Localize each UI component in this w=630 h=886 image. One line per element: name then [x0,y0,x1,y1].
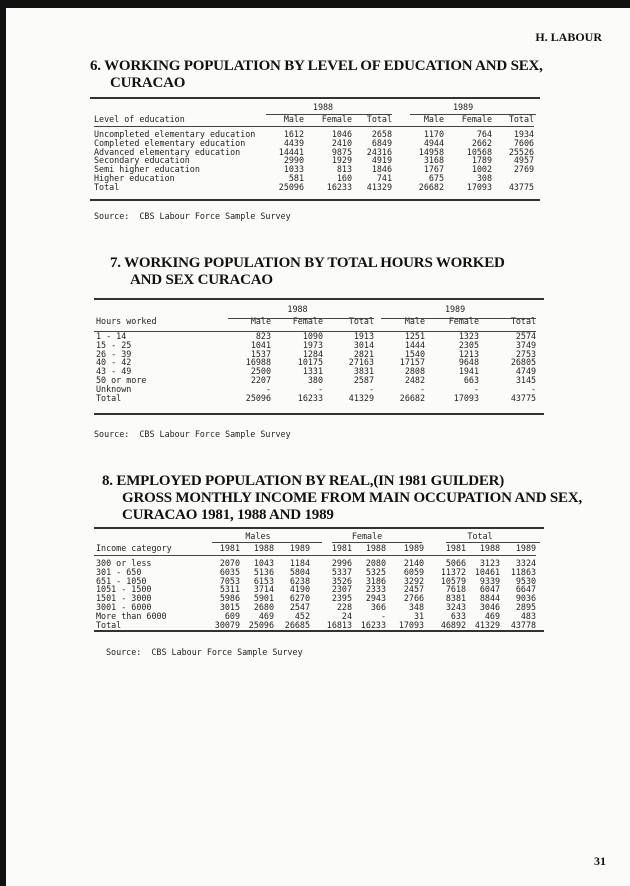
value-cell: 741 [376,172,393,183]
row-label: 300 or less [96,558,152,568]
value-cell: 380 [307,374,323,385]
value-cell: 6153 [253,575,274,586]
value-cell: 3324 [515,558,537,568]
column-header: 1981 [219,543,240,553]
table-rule [94,630,544,632]
top-rule [94,527,544,529]
value-cell: 1033 [283,164,304,175]
value-cell: - [530,383,537,394]
value-cell: 2662 [471,137,493,148]
row-label: Total [96,392,122,403]
value-cell: 1170 [423,129,445,139]
document-page [6,8,630,886]
value-cell: 5325 [365,566,386,577]
table-row [96,621,536,630]
value-cell: - [380,610,386,621]
column-header: Male [423,114,445,124]
value-cell: 25096 [278,181,304,192]
column-header: 1988 [479,543,501,553]
value-cell: 1213 [458,348,480,359]
value-cell: 5986 [219,593,240,604]
table-rule [381,318,536,319]
value-cell: 5337 [331,566,352,577]
value-cell: 1184 [289,558,310,568]
value-cell: 14441 [278,146,304,157]
value-cell: 7606 [513,137,535,148]
value-cell: 3015 [219,601,240,612]
value-cell: - [419,383,426,394]
value-cell: 308 [476,172,493,183]
title-line: 6. WORKING POPULATION BY LEVEL OF EDUCATION AND SEX, [90,58,543,74]
value-cell: 1913 [353,331,375,341]
value-cell: 24316 [366,146,393,157]
label-header: Hours worked [96,316,157,326]
value-cell: 1767 [423,164,445,175]
value-cell: 2996 [331,558,352,568]
value-cell: 1002 [471,164,493,175]
value-cell: 1331 [302,366,323,377]
value-cell: 3243 [445,601,467,612]
column-header: 1981 [331,543,352,553]
value-cell: 160 [336,172,352,183]
table-row [94,183,534,192]
value-cell: 1284 [302,348,323,359]
value-cell: 9339 [479,575,501,586]
blank-cell [94,101,254,113]
value-cell: 675 [428,172,445,183]
value-cell: 17093 [453,392,480,403]
value-cell: 16233 [297,392,323,403]
value-cell: 8381 [445,593,467,604]
column-header: 1988 [365,543,386,553]
value-cell: 2574 [515,331,537,341]
row-label: 26 - 39 [96,348,132,359]
value-cell: 469 [258,610,274,621]
table-7-title [110,255,505,289]
value-cell: 1090 [302,331,323,341]
value-cell: 6238 [289,575,310,586]
value-cell: 9875 [331,146,352,157]
column-header: Male [250,316,271,326]
value-cell: 1537 [250,348,271,359]
row-label: 50 or more [96,374,147,385]
table-row [96,594,536,603]
group-header: Males [245,531,271,541]
value-cell: 2500 [250,366,271,377]
value-cell: 2680 [253,601,274,612]
value-cell: 24 [341,610,352,621]
value-cell: 2333 [365,584,386,595]
value-cell: 43778 [510,619,537,630]
column-header: Female [321,114,352,124]
column-header: 1989 [515,543,537,553]
table-rule [266,114,392,115]
title-line: 7. WORKING POPULATION BY TOTAL HOURS WORKED [110,255,505,271]
value-cell: 1941 [458,366,480,377]
value-cell: 6059 [403,566,425,577]
table-row [96,612,536,621]
value-cell: 1444 [404,339,426,350]
value-cell: 1043 [253,558,274,568]
value-cell: 7053 [219,575,240,586]
value-cell: 3526 [331,575,352,586]
column-header: 1981 [445,543,467,553]
value-cell: 10461 [474,566,501,577]
top-rule [90,97,540,99]
group-header-row [94,101,534,113]
value-cell: 469 [484,610,501,621]
row-label: 301 - 650 [96,566,142,577]
value-cell: 5311 [219,584,240,595]
row-label: 1051 - 1500 [96,584,152,595]
value-cell: 2658 [371,129,393,139]
title-line: CURACAO [110,75,186,91]
value-cell: 6647 [515,584,537,595]
row-label: 43 - 49 [96,366,132,377]
row-label: Unknown [96,383,132,394]
value-cell: 6849 [371,137,393,148]
value-cell: 3186 [365,575,386,586]
page-number: 31 [594,854,606,868]
column-header: Male [404,316,426,326]
row-label: Secondary education [94,155,190,166]
value-cell: 2808 [404,366,426,377]
value-cell: 4190 [289,584,310,595]
value-cell: 2821 [353,348,375,359]
value-cell: 2753 [515,348,537,359]
value-cell: 366 [370,601,386,612]
label-header: Income category [96,543,172,553]
row-label: Total [94,181,120,192]
section-header: H. LABOUR [535,30,602,44]
table-rule [94,126,534,127]
column-header-row [96,542,536,554]
value-cell: 26682 [418,181,445,192]
table-rule [332,542,422,543]
value-cell: 17093 [398,619,425,630]
value-cell: 6047 [479,584,501,595]
column-header: Total [508,114,535,124]
value-cell: 483 [520,610,537,621]
value-cell: 14958 [418,146,445,157]
value-cell: 1046 [331,129,352,139]
table-rule [410,114,536,115]
value-cell: 3014 [353,339,375,350]
value-cell: 1934 [513,129,535,139]
value-cell: 2457 [403,584,425,595]
value-cell: 2990 [283,155,304,166]
value-cell: 1041 [250,339,271,350]
value-cell: 2943 [365,593,386,604]
row-label: 651 - 1050 [96,575,147,586]
value-cell: 2307 [331,584,352,595]
value-cell: 5066 [445,558,467,568]
value-cell: 4919 [371,155,393,166]
table-rule [90,199,540,201]
value-cell: 5136 [253,566,274,577]
year-header: 1988 [287,304,308,314]
value-cell: 4749 [515,366,537,377]
value-cell: - [473,383,480,394]
label-header: Level of education [94,114,185,124]
value-cell: 43775 [510,392,537,403]
value-cell: 813 [336,164,352,175]
value-cell: 2587 [353,374,375,385]
value-cell: 4957 [513,155,535,166]
title-line: 8. EMPLOYED POPULATION BY REAL,(IN 1981 GUILDER) [102,473,505,489]
row-label: Advanced elementary education [94,146,241,157]
value-cell: - [317,383,323,394]
value-cell: 2766 [403,593,425,604]
value-cell: 2895 [515,601,537,612]
value-cell: 1789 [471,155,493,166]
table-row [96,394,536,403]
top-rule [94,298,544,300]
value-cell: - [265,383,271,394]
value-cell: 41329 [366,181,393,192]
value-cell: - [368,383,375,394]
column-header-row [96,315,536,327]
value-cell: 3714 [253,584,274,595]
value-cell: 1846 [371,164,393,175]
value-cell: 41329 [474,619,501,630]
title-line: AND SEX CURACAO [130,272,273,288]
column-header: Total [366,114,393,124]
value-cell: 1612 [283,129,304,139]
value-cell: 2395 [331,593,352,604]
table-rule [94,413,544,415]
group-header: Female [351,531,383,541]
year-header: 1989 [452,102,474,112]
value-cell: 16988 [245,357,271,368]
row-label: More than 6000 [96,610,167,621]
value-cell: 9648 [458,357,480,368]
row-label: Higher education [94,172,175,183]
value-cell: 26805 [510,357,537,368]
group-header-row [96,530,536,542]
value-cell: 17157 [399,357,426,368]
value-cell: 1323 [458,331,480,341]
value-cell: 5901 [253,593,274,604]
value-cell: 2410 [331,137,352,148]
value-cell: 2080 [365,558,386,568]
table-source: Source: CBS Labour Force Sample Survey [106,647,303,657]
value-cell: 1973 [302,339,323,350]
table-row [96,585,536,594]
value-cell: 823 [255,331,271,341]
column-header: Total [348,316,375,326]
value-cell: 1251 [404,331,426,341]
table-rule [212,542,322,543]
value-cell: 1540 [404,348,426,359]
value-cell: 16233 [326,181,352,192]
value-cell: 17093 [466,181,493,192]
row-label: 40 - 42 [96,357,132,368]
value-cell: 25526 [508,146,535,157]
value-cell: 25096 [245,392,271,403]
value-cell: 3749 [515,339,537,350]
value-cell: 2482 [404,374,426,385]
value-cell: 26682 [399,392,426,403]
table-rule [94,555,536,556]
group-header-row [96,303,536,315]
row-label: 1501 - 3000 [96,593,152,604]
column-header: Female [461,114,493,124]
row-label: Completed elementary education [94,137,246,148]
table-row [96,559,536,568]
table-row [96,568,536,577]
table-row [96,577,536,586]
value-cell: 41329 [348,392,375,403]
value-cell: 10579 [440,575,467,586]
value-cell: 581 [288,172,304,183]
row-label: Semi higher education [94,164,200,175]
value-cell: 633 [450,610,467,621]
value-cell: 2547 [289,601,310,612]
row-label: 15 - 25 [96,339,132,350]
value-cell: 663 [463,374,480,385]
value-cell: 4944 [423,137,445,148]
column-header: Female [448,316,480,326]
table-row [96,376,536,385]
value-cell: 27163 [348,357,375,368]
column-header: Male [283,114,304,124]
value-cell: 2769 [513,164,535,175]
value-cell: 6035 [219,566,240,577]
value-cell: 609 [224,610,240,621]
table-rule [446,542,540,543]
value-cell: 4439 [283,137,304,148]
value-cell: 3168 [423,155,445,166]
blank-cell [96,530,206,542]
title-line: GROSS MONTHLY INCOME FROM MAIN OCCUPATION AND SEX, [122,490,583,506]
value-cell: 43775 [508,181,535,192]
value-cell: 31 [413,610,425,621]
value-cell: 2070 [219,558,240,568]
value-cell: 764 [476,129,493,139]
table-rule [94,331,536,332]
row-label: 3001 - 6000 [96,601,152,612]
value-cell: 3292 [403,575,425,586]
value-cell: 228 [336,601,352,612]
table-6-title [90,58,543,92]
value-cell: 8844 [479,593,501,604]
column-header: 1988 [253,543,274,553]
value-cell: 9530 [515,575,537,586]
value-cell: 16813 [326,619,352,630]
income-table [96,530,536,629]
value-cell: 30079 [214,619,240,630]
column-header: 1989 [289,543,310,553]
blank-cell [96,303,221,315]
table-rule [228,318,374,319]
value-cell: 1929 [331,155,352,166]
year-header: 1988 [312,102,334,112]
value-cell: 3046 [479,601,501,612]
row-label: Uncompleted elementary education [94,129,256,139]
value-cell: 2305 [458,339,480,350]
group-header: Total [467,531,493,541]
value-cell: 10568 [466,146,493,157]
value-cell: 6270 [289,593,310,604]
value-cell: 25096 [248,619,274,630]
column-header: Female [292,316,323,326]
value-cell: 10175 [297,357,323,368]
table-source: Source: CBS Labour Force Sample Survey [94,429,291,439]
table-8-title [102,473,582,524]
title-line: CURACAO 1981, 1988 AND 1989 [122,507,334,523]
table-source: Source: CBS Labour Force Sample Survey [94,211,291,221]
year-header: 1989 [444,304,466,314]
value-cell: 452 [294,610,310,621]
column-header: Total [510,316,537,326]
value-cell: 9036 [515,593,537,604]
value-cell: 26685 [284,619,310,630]
value-cell: 3123 [479,558,501,568]
value-cell: 16233 [360,619,386,630]
value-cell: 2207 [250,374,271,385]
value-cell: 3831 [353,366,375,377]
value-cell: 11863 [510,566,537,577]
value-cell: 46892 [440,619,467,630]
row-label: Total [96,619,122,630]
value-cell: 348 [408,601,425,612]
value-cell: 2140 [403,558,425,568]
value-cell: 11372 [440,566,467,577]
value-cell: 3145 [515,374,537,385]
value-cell: 5804 [289,566,310,577]
row-label: 1 - 14 [96,331,127,341]
column-header: 1989 [403,543,425,553]
value-cell: 7618 [445,584,467,595]
